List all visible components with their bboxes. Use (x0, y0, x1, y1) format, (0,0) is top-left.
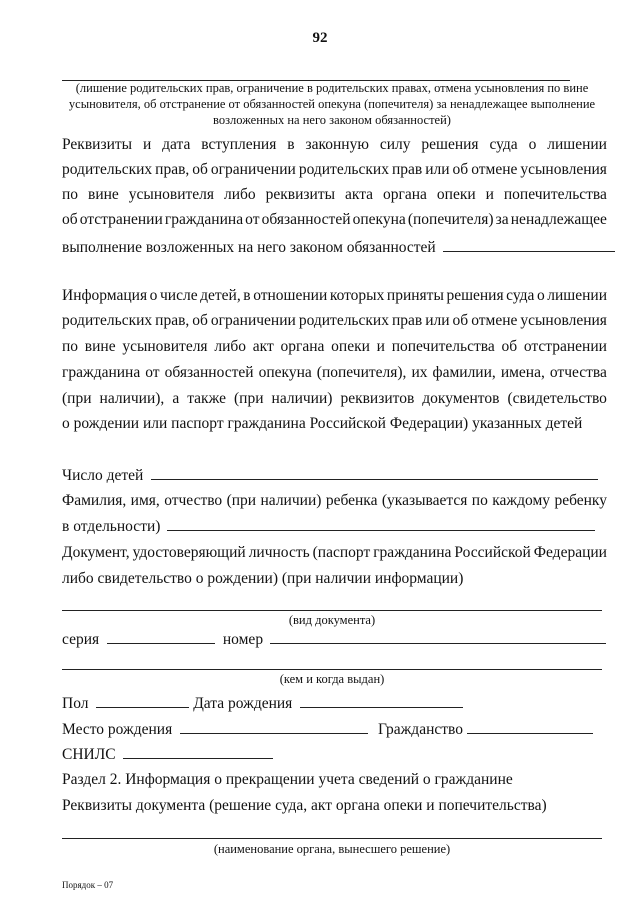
word: об (62, 211, 78, 228)
word: либо (223, 186, 256, 203)
word: (указывается (381, 492, 468, 509)
word: родительских (298, 161, 389, 178)
word: суда (489, 136, 518, 153)
word: наличии), (99, 390, 165, 407)
birth-place-label: Место рождения (62, 721, 173, 738)
doc-type-blank[interactable] (62, 610, 602, 611)
para1-line-4 (62, 211, 607, 229)
word: усыновления (520, 312, 607, 329)
word: родительских (298, 312, 389, 329)
word: от (245, 211, 260, 228)
word: (попечителя) (407, 211, 494, 228)
footer-code: Порядок – 07 (62, 880, 114, 890)
word: удостоверяющий (132, 544, 246, 561)
word: отношении (253, 287, 328, 304)
word: (при (226, 492, 257, 509)
word: прав (391, 312, 423, 329)
word: опеки (331, 338, 370, 355)
word: гражданина (164, 211, 244, 228)
snils-blank[interactable] (123, 745, 273, 759)
sex-birthdate-row (62, 694, 463, 713)
word: Фамилия, (62, 492, 127, 509)
number-label: номер (222, 631, 264, 648)
word: акт (252, 338, 274, 355)
number-blank[interactable] (270, 630, 606, 644)
word: гражданина (62, 364, 141, 381)
section2-title: Раздел 2. Информация о прекращении учета сведений о гражданине (62, 771, 513, 788)
word: (при (62, 390, 92, 407)
series-label: серия (62, 631, 100, 648)
birthplace-citizenship-row (62, 720, 593, 739)
word: отстранении (79, 211, 163, 228)
birth-date-label: Дата рождения (193, 695, 293, 712)
word: усыновления (520, 161, 607, 178)
word: об (192, 312, 208, 329)
word: обязанностей (164, 364, 254, 381)
caption-deprivation-2: усыновителя, об отстранение от обязанностей опекуна (попечителя) за ненадлежащее выполнение (68, 97, 596, 111)
word: наличии) (271, 390, 333, 407)
word: гражданина (373, 544, 452, 561)
word: имя, (130, 492, 160, 509)
word: по (62, 186, 79, 203)
word: усыновителя (128, 186, 215, 203)
authority-caption: (наименование органа, вынесшего решение) (213, 842, 451, 856)
word: имена, (500, 364, 545, 381)
caption-deprivation-3: возложенных на него законом обязанностей) (213, 113, 451, 127)
word: (свидетельство (507, 390, 607, 407)
word: по (471, 492, 488, 509)
child-name-line-1 (62, 492, 607, 510)
word: попечительства (503, 186, 607, 203)
para2-line-3 (62, 338, 607, 356)
word: и (485, 186, 494, 203)
word: органа (383, 186, 427, 203)
word: акта (344, 186, 374, 203)
word: об (501, 338, 518, 355)
word: силу (379, 136, 411, 153)
word: (при (234, 390, 264, 407)
word: личность (248, 544, 310, 561)
para1-line-2 (62, 161, 607, 179)
word: Реквизиты (62, 136, 133, 153)
word: прав (391, 161, 423, 178)
citizenship-blank[interactable] (467, 720, 593, 734)
word: дата (162, 136, 191, 153)
word: отмене (471, 161, 518, 178)
word: Документ, (62, 544, 130, 561)
word: также (187, 390, 226, 407)
sex-blank[interactable] (96, 694, 189, 708)
word: а (172, 390, 180, 407)
word: за (495, 211, 509, 228)
court-decision-blank[interactable] (443, 238, 615, 252)
children-count-row (62, 466, 598, 485)
word: от (145, 364, 160, 381)
para2-line-4 (62, 364, 607, 382)
para1-line-1 (62, 136, 607, 154)
snils-label: СНИЛС (62, 746, 116, 763)
word: усыновителя (122, 338, 208, 355)
word: Федерации (533, 544, 607, 561)
id-doc-line-2: либо свидетельство о рождении) (при наличии информации) (62, 570, 464, 587)
word: числе (159, 287, 198, 304)
word: прав, (155, 161, 190, 178)
word: об (452, 312, 469, 329)
word: органа (280, 338, 325, 355)
section2-doc-details: Реквизиты документа (решение суда, акт органа опеки и попечительства) (62, 797, 547, 814)
word: в (243, 287, 251, 304)
word: суда (506, 287, 535, 304)
word: Российской (454, 544, 531, 561)
word: детей, (200, 287, 241, 304)
word: попечительства (391, 338, 495, 355)
word: опекуна (352, 211, 406, 228)
word: реквизиты (265, 186, 336, 203)
word: отчество (164, 492, 223, 509)
citizenship-label: Гражданство (377, 721, 463, 738)
word: законную (305, 136, 369, 153)
children-count-blank[interactable] (151, 466, 598, 480)
word: ребенку (554, 492, 607, 509)
children-count-label: Число детей (62, 467, 144, 484)
word: решения (421, 136, 479, 153)
birth-date-blank[interactable] (300, 694, 463, 708)
para2-last: о рождении или паспорт гражданина Российской Федерации) указанных детей (62, 415, 583, 432)
word: отмене (471, 312, 518, 329)
word: ненадлежащее (510, 211, 607, 228)
issued-blank[interactable] (62, 669, 602, 670)
series-number-row (62, 630, 606, 649)
word: о (149, 287, 158, 304)
word: или (425, 312, 450, 329)
word: лишении (547, 136, 607, 153)
word: о (528, 136, 537, 153)
word: об (452, 161, 469, 178)
word: отчества (549, 364, 607, 381)
word: которых (329, 287, 385, 304)
word: либо (214, 338, 246, 355)
word: реквизитов (340, 390, 415, 407)
word: опекуна (258, 364, 312, 381)
word: решения (446, 287, 504, 304)
id-doc-line-1 (62, 544, 607, 562)
child-name-blank[interactable] (167, 517, 595, 531)
para1-last: выполнение возложенных на него законом обязанностей (62, 239, 436, 256)
snils-row (62, 745, 273, 764)
sex-label: Пол (62, 695, 89, 712)
page-number: 92 (312, 30, 328, 46)
word: и (376, 338, 385, 355)
word: вине (88, 186, 119, 203)
child-name-label: в отдельности) (62, 518, 161, 535)
authority-blank[interactable] (62, 838, 602, 839)
word: вине (84, 338, 116, 355)
birth-place-blank[interactable] (180, 720, 368, 734)
word: ограничении (210, 161, 296, 178)
word: приняты (386, 287, 444, 304)
word: наличии) (260, 492, 322, 509)
word: их (411, 364, 428, 381)
word: опеки (436, 186, 476, 203)
para2-line-2 (62, 312, 607, 330)
word: по (62, 338, 79, 355)
word: вступления (201, 136, 277, 153)
word: родительских (62, 312, 153, 329)
word: (паспорт (312, 544, 371, 561)
word: отстранении (523, 338, 607, 355)
word: или (425, 161, 450, 178)
word: обязанностей (261, 211, 351, 228)
word: каждому (492, 492, 551, 509)
para1-line-5 (62, 238, 615, 257)
word: о (536, 287, 545, 304)
issued-caption: (кем и когда выдан) (279, 672, 385, 686)
word: ребенка (325, 492, 378, 509)
series-blank[interactable] (107, 630, 215, 644)
word: фамилии, (432, 364, 496, 381)
doc-type-caption: (вид документа) (288, 613, 376, 627)
para1-line-3 (62, 186, 607, 204)
word: об (192, 161, 208, 178)
word: прав, (155, 312, 190, 329)
word: ограничении (210, 312, 296, 329)
word: (попечителя), (316, 364, 407, 381)
para2-line-1 (62, 287, 607, 305)
word: родительских (62, 161, 153, 178)
word: в (287, 136, 295, 153)
word: лишении (547, 287, 607, 304)
caption-deprivation-1: (лишение родительских прав, ограничение в родительских правах, отмена усыновления по вине (75, 81, 589, 95)
word: документов (422, 390, 500, 407)
word: и (142, 136, 152, 153)
word: Информация (62, 287, 148, 304)
child-name-row (62, 517, 595, 536)
para2-line-5 (62, 390, 607, 408)
